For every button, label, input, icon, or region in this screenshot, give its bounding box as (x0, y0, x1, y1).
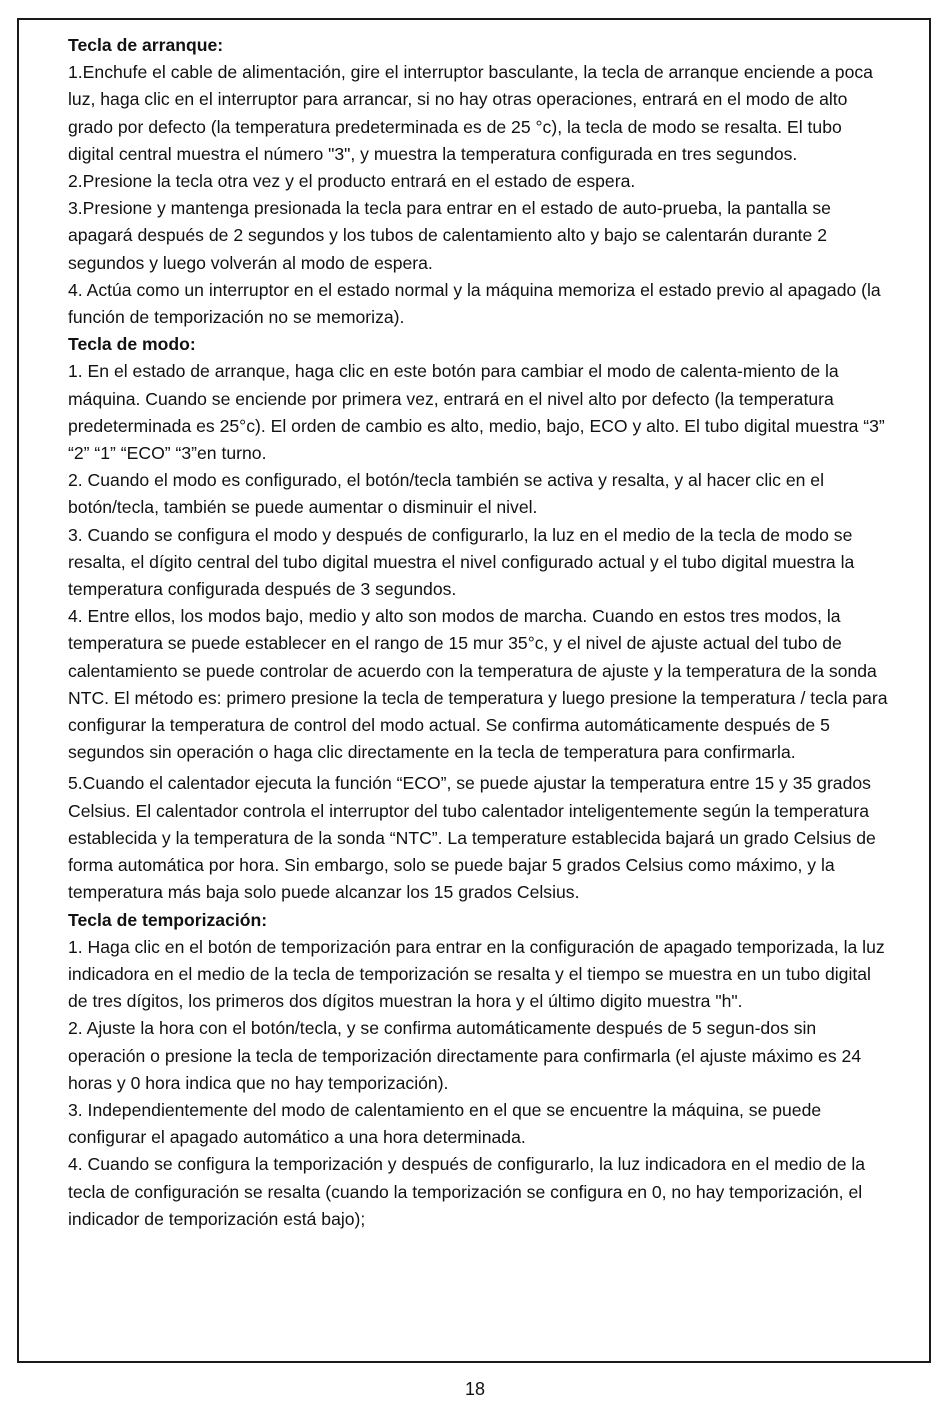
paragraph: 1.Enchufe el cable de alimentación, gire el interruptor basculante, la tecla de arranque enciende a poca luz, haga clic en el interruptor para arrancar, si no hay otras operaciones, entrará en el modo de alto grado por defecto (la temperatura predeterminada es de 25 °c), la tecla de modo se resalta. El tubo digital central muestra el número "3", y muestra la temperatura configurada en tres segundos. (68, 62, 873, 164)
paragraph: 3.Presione y mantenga presionada la tecla para entrar en el estado de auto-prueba, la pantalla se apagará después de 2 segundos y los tubos de calentamiento alto y bajo se calentarán durante 2 segundos y luego volverán al modo de espera. (68, 198, 831, 273)
heading-start-key: Tecla de arranque: (68, 35, 224, 55)
paragraph: 4. Actúa como un interruptor en el estado normal y la máquina memoriza el estado previo al apagado (la función de temporización no se memoriza). (68, 279, 881, 328)
paragraph: 2.Presione la tecla otra vez y el producto entrará en el estado de espera. (68, 171, 636, 192)
paragraph: 3. Cuando se configura el modo y después de configurarlo, la luz en el medio de la tecla de modo se resalta, el dígito central del tubo digital muestra el nivel configurado actual y el tubo digital muestra la temperatura configurada después de 3 segundos. (68, 524, 855, 600)
paragraph: 4. Cuando se configura la temporización y después de configurarlo, la luz indicadora en el medio de la tecla de configuración se resalta (cuando la temporización se configura en 0, no hay temporización, el indicador de temporización está bajo); (68, 1154, 866, 1229)
paragraph: 1. En el estado de arranque, haga clic en este botón para cambiar el modo de calenta-miento de la máquina. Cuando se enciende por primera vez, entrará en el nivel alto por defecto (la temperatura predeterminada es 25°c). El orden de cambio es alto, medio, bajo, ECO y alto. El tubo digital muestra “3” “2” “1” “ECO” “3”en turno. (68, 361, 885, 464)
paragraph: 3. Independientemente del modo de calentamiento en el que se encuentre la máquina, se puede configurar el apagado automático a una hora determinada. (68, 1099, 822, 1148)
page-number: 18 (464, 1379, 486, 1399)
heading-timer-key: Tecla de temporización: (68, 909, 268, 930)
manual-content (68, 32, 892, 1233)
paragraph: 4. Entre ellos, los modos bajo, medio y alto son modos de marcha. Cuando en estos tres modos, la temperatura se puede establecer en el rango de 15 mur 35°c, y el nivel de ajuste actual del tubo de calentamiento se puede controlar de acuerdo con la temperatura de ajuste y la temperatura de la sonda NTC. El método es: primero presione la tecla de temperatura y luego presione la temperatura / tecla para configurar la temperatura de control del modo actual. Se confirma automáticamente después de 5 segundos sin operación o haga clic directamente en la tecla de temperatura para confirmarla. (68, 606, 888, 763)
paragraph: 1. Haga clic en el botón de temporización para entrar en la configuración de apagado temporizada, la luz indicadora en el medio de la tecla de temporización se resalta y el tiempo se muestra en un tubo digital de tres dígitos, los primeros dos dígitos muestran la hora y el último digito muestra "h". (68, 936, 885, 1012)
paragraph: 5.Cuando el calentador ejecuta la función “ECO”, se puede ajustar la temperatura entre 15 y 35 grados Celsius. El calentador controla el interruptor del tubo calentador inteligentemente según la temperatura establecida y la temperatura de la sonda “NTC”. La temperature establecida bajará un grado Celsius de forma automática por hora. Sin embargo, solo se puede bajar 5 grados Celsius como máximo, y la temperatura más baja solo puede alcanzar los 15 grados Celsius. (68, 773, 876, 903)
paragraph: 2. Ajuste la hora con el botón/tecla, y se confirma automáticamente después de 5 segun-dos sin operación o presione la tecla de temporización directamente para confirmarla (el ajuste máximo es 24 horas y 0 hora indica que no hay temporización). (68, 1018, 862, 1093)
paragraph: 2. Cuando el modo es configurado, el botón/tecla también se activa y resalta, y al hacer clic en el botón/tecla, también se puede aumentar o disminuir el nivel. (68, 470, 824, 518)
heading-mode-key: Tecla de modo: (68, 334, 196, 355)
